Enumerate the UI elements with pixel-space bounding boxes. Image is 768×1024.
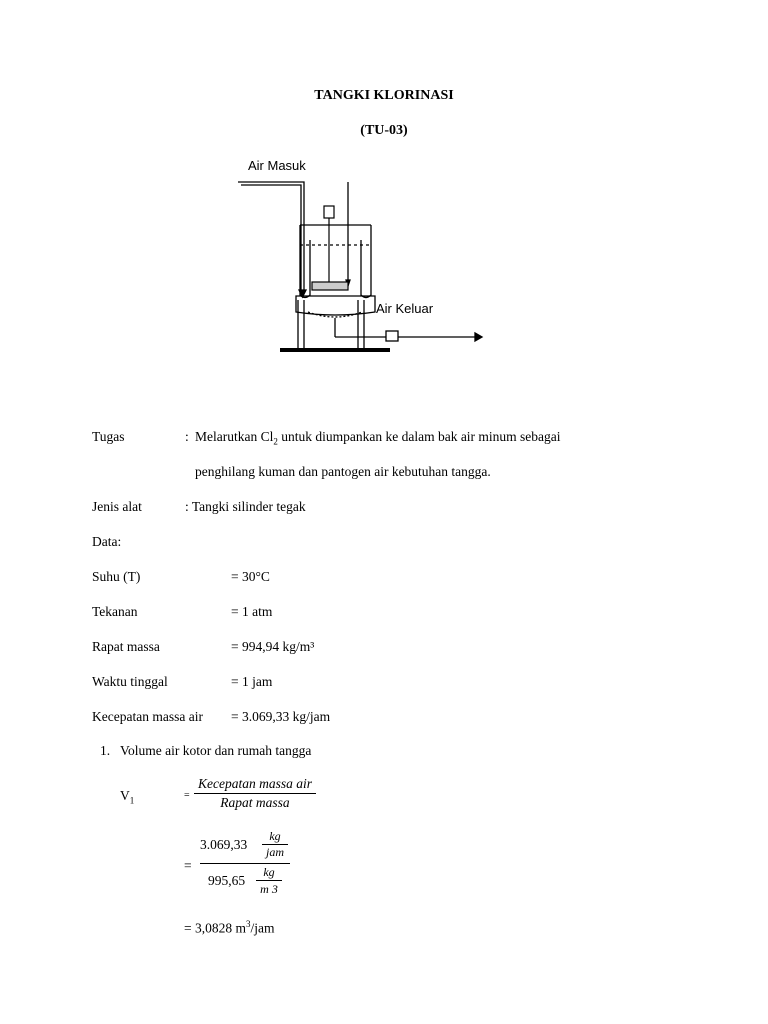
tugas-label: Tugas: [92, 429, 125, 444]
numerator-unit-bottom: jam: [266, 845, 284, 859]
formula-equals: =: [184, 790, 190, 801]
denominator-value: 995,65: [208, 873, 246, 888]
formula-numerator: Kecepatan massa air: [194, 776, 316, 794]
label-air-keluar: Air Keluar: [376, 301, 434, 316]
formula-result: = 3,0828 $m^3$/jam: [184, 919, 275, 936]
data-row-value: = 3.069,33 kg/jam: [231, 709, 331, 724]
inlet-pipe: [238, 182, 306, 297]
data-row-value: = 994,94 kg/m³: [231, 639, 315, 654]
numerator-unit-top: kg: [262, 829, 288, 845]
data-row-value: = 30°C: [231, 569, 270, 584]
ground-line: [280, 348, 390, 352]
formula-denominator: Rapat massa: [220, 795, 290, 810]
substituted-fraction: [200, 829, 290, 899]
outlet-pipe: [335, 318, 482, 341]
formula-equals-2: =: [184, 858, 192, 873]
jenis-label: Jenis alat: [92, 499, 142, 514]
denominator-unit-bottom: m 3: [260, 882, 278, 896]
page-title: TANGKI KLORINASI: [314, 88, 454, 103]
step-number: 1.: [100, 743, 111, 758]
jenis-value: : Tangki silinder tegak: [185, 499, 306, 514]
data-row-value: = 1 atm: [231, 604, 273, 619]
tugas-line2: penghilang kuman dan pantogen air kebutuhan tangga.: [195, 464, 491, 479]
denominator-unit-top: kg: [256, 865, 282, 881]
data-row-label: Rapat massa: [92, 639, 160, 654]
equipment-code: (TU-03): [360, 123, 408, 138]
data-heading: Data:: [92, 534, 122, 549]
data-row-label: Waktu tinggal: [92, 674, 168, 689]
chlorination-tank-diagram: [230, 150, 500, 365]
tank-body: [300, 182, 371, 298]
data-row-label: Suhu (T): [92, 569, 141, 584]
numerator-value: 3.069,33: [200, 837, 248, 852]
formula-fraction: [194, 776, 316, 811]
step-text: Volume air kotor dan rumah tangga: [120, 743, 312, 758]
formula-variable: $V_1$: [120, 788, 135, 806]
tugas-line1: Melarutkan $Cl_2$ untuk diumpankan ke dalam bak air minum sebagai: [195, 429, 561, 447]
main-fraction-bar: [200, 863, 290, 864]
tugas-colon: :: [185, 429, 189, 444]
valve-icon: [386, 331, 398, 341]
data-row-label: Tekanan: [92, 604, 138, 619]
agitator: [312, 206, 348, 290]
label-air-masuk: Air Masuk: [248, 158, 306, 173]
data-row-label: Kecepatan massa air: [92, 709, 203, 724]
data-row-value: = 1 jam: [231, 674, 273, 689]
